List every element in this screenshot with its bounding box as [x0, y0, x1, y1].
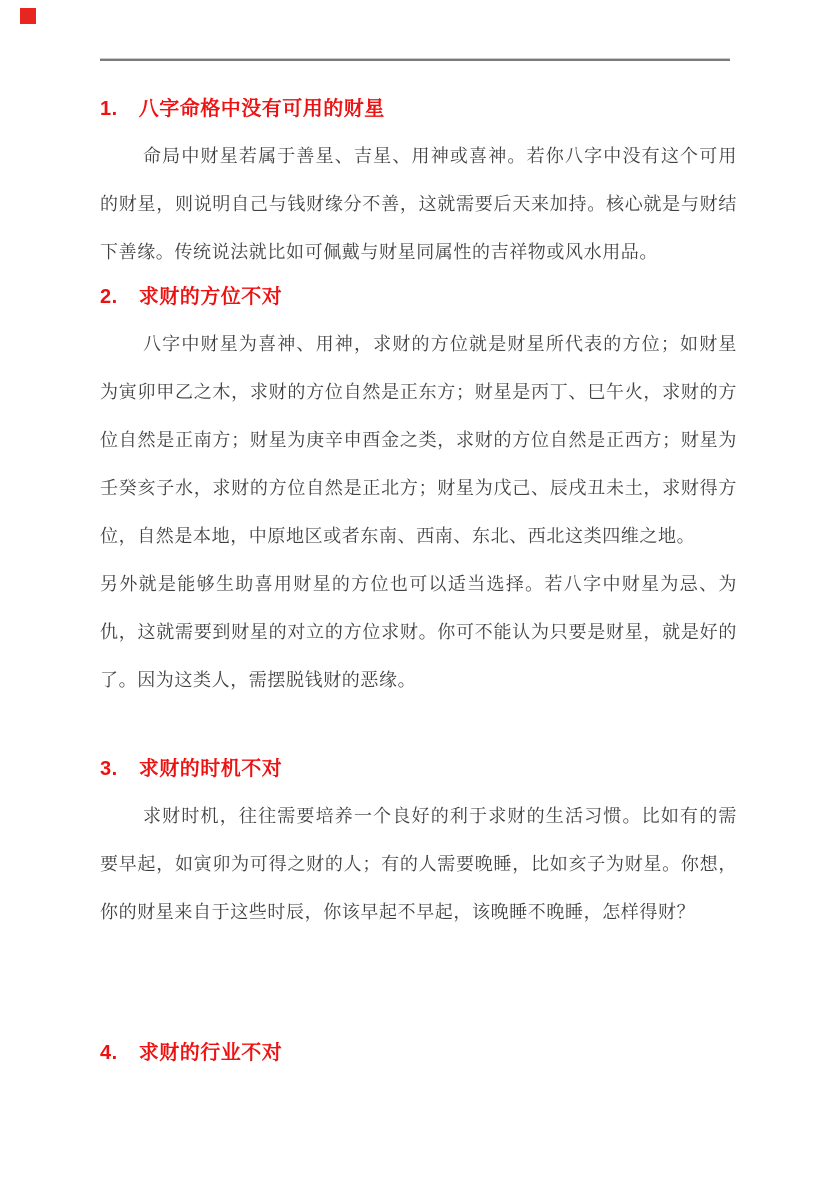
section-title-3: 求财的时机不对: [138, 758, 283, 780]
section-1-paragraph-1: 命局中财星若属于善星、吉星、用神或喜神。若你八字中没有这个可用的财星，则说明自己与钱财缘分不善，这就需要后天来加持。核心就是与财结下善缘。传统说法就比如可佩戴与财星同属性的吉祥物或风水用品。: [100, 146, 737, 262]
section-number-1: 1.: [100, 98, 118, 120]
document-content: [100, 62, 737, 1066]
section-number-2: 2.: [100, 286, 118, 308]
section-number-4: 4.: [100, 1042, 118, 1064]
section-heading-2: [100, 284, 737, 310]
red-square-marker: [20, 8, 36, 24]
horizontal-rule: [100, 58, 730, 61]
section-number-3: 3.: [100, 758, 118, 780]
section-title-4: 求财的行业不对: [138, 1042, 283, 1064]
section-title-2: 求财的方位不对: [138, 286, 283, 308]
section-heading-4: [100, 1040, 737, 1066]
section-2-paragraph-1: 八字中财星为喜神、用神，求财的方位就是财星所代表的方位；如财星为寅卯甲乙之木，求财的方位自然是正东方；财星是丙丁、巳午火，求财的方位自然是正南方；财星为庚辛申酉金之类，求财的方位自然是正西方；财星为壬癸亥子水，求财的方位自然是正北方；财星为戊己、辰戌丑未土，求财得方位，自然是本地，中原地区或者东南、西南、东北、西北这类四维之地。: [100, 334, 737, 546]
section-title-1: 八字命格中没有可用的财星: [138, 98, 385, 120]
section-3-paragraph-1: 求财时机，往往需要培养一个良好的利于求财的生活习惯。比如有的需要早起，如寅卯为可得之财的人；有的人需要晚睡，比如亥子为财星。你想，你的财星来自于这些时辰，你该早起不早起，该晚睡不晚睡，怎样得财？: [100, 806, 737, 922]
section-2-paragraph-2: 另外就是能够生助喜用财星的方位也可以适当选择。若八字中财星为忌、为仇，这就需要到财星的对立的方位求财。你可不能认为只要是财星，就是好的了。因为这类人，需摆脱钱财的恶缘。: [100, 574, 737, 690]
section-heading-1: [100, 96, 737, 122]
section-heading-3: [100, 756, 737, 782]
